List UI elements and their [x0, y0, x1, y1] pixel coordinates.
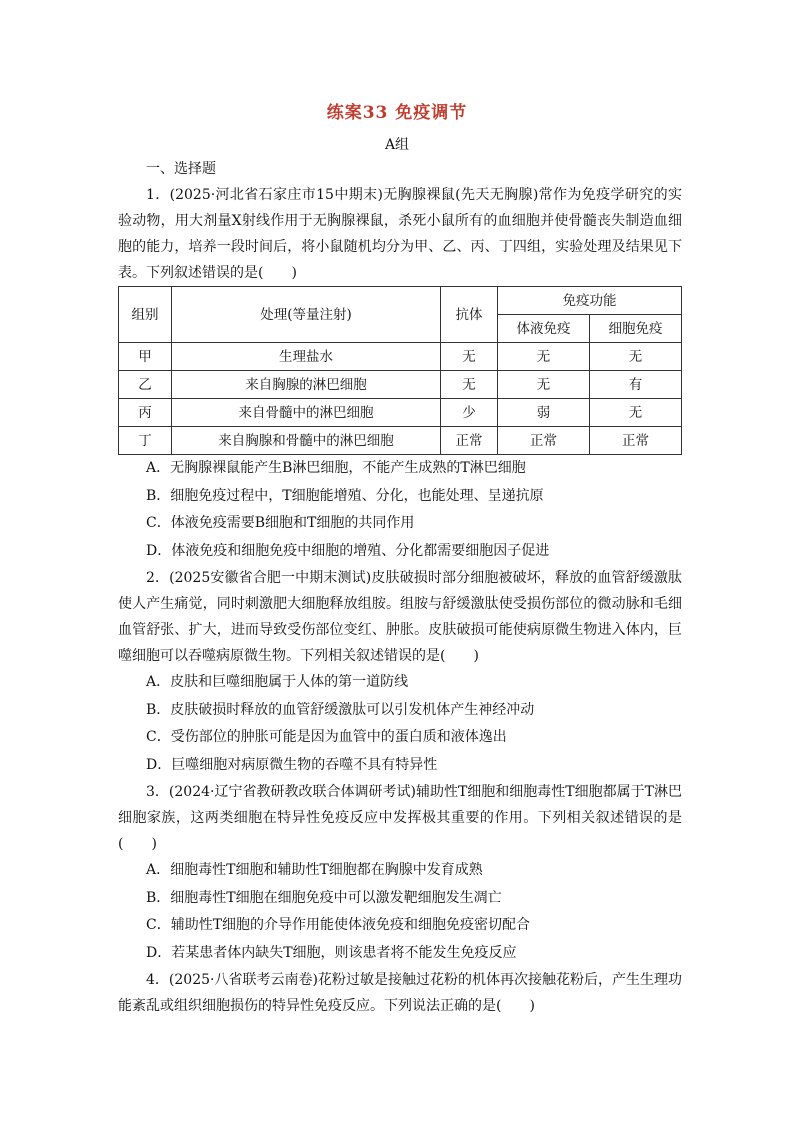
table-row — [119, 427, 682, 455]
table-row — [119, 343, 682, 371]
table-row — [119, 371, 682, 399]
table-cell: 来自胸腺的淋巴细胞 — [172, 371, 441, 399]
question-1-option-c: C．体液免疫需要B细胞和T细胞的共同作用 — [146, 515, 415, 531]
question-3-option-a: A．细胞毒性T细胞和辅助性T细胞都在胸腺中发育成熟 — [146, 862, 483, 878]
section-heading: 一、选择题 — [146, 161, 216, 177]
table-cell: 正常 — [590, 427, 682, 455]
table-cell: 无 — [590, 399, 682, 427]
page-title: 练案33 免疫调节 — [326, 103, 468, 123]
table-header-treatment: 处理(等量注射) — [172, 287, 441, 343]
table-cell: 无 — [441, 371, 498, 399]
question-3-option-b: B．细胞毒性T细胞在细胞免疫中可以激发靶细胞发生凋亡 — [146, 889, 502, 906]
table-cell: 来自骨髓中的淋巴细胞 — [172, 399, 441, 427]
table-cell: 正常 — [498, 427, 590, 455]
table-header-humoral: 体液免疫 — [498, 315, 590, 343]
question-2-option-c: C．受伤部位的肿胀可能是因为血管中的蛋白质和液体逸出 — [146, 729, 507, 745]
question-2-option-a: A．皮肤和巨噬细胞属于人体的第一道防线 — [146, 674, 409, 690]
table-cell: 丁 — [119, 427, 172, 455]
table-cell: 无 — [498, 371, 590, 399]
table-cell: 来自胸腺和骨髓中的淋巴细胞 — [172, 427, 441, 455]
table-cell: 有 — [590, 371, 682, 399]
table-cell: 正常 — [441, 427, 498, 455]
question-2-option-d: D．巨噬细胞对病原微生物的吞噬不具有特异性 — [146, 756, 438, 773]
table-cell: 乙 — [119, 371, 172, 399]
table-header-antibody: 抗体 — [441, 287, 498, 343]
question-1-option-d: D．体液免疫和细胞免疫中细胞的增殖、分化都需要细胞因子促进 — [146, 542, 550, 559]
table-header-group: 组别 — [119, 287, 172, 343]
question-3-stem: 3．(2024·辽宁省教研教改联合体调研考试)辅助性T细胞和细胞毒性T细胞都属于T淋巴细胞家族，这两类细胞在特异性免疫反应中发挥极其重要的作用。下列相关叙述错误的是( ) — [118, 784, 682, 852]
table-row — [119, 399, 682, 427]
table-cell: 生理盐水 — [172, 343, 441, 371]
table-cell: 少 — [441, 399, 498, 427]
table-header-cellular: 细胞免疫 — [590, 315, 682, 343]
question-3-option-c: C．辅助性T细胞的介导作用能使体液免疫和细胞免疫密切配合 — [146, 917, 531, 933]
question-3-option-d: D．若某患者体内缺失T细胞，则该患者将不能发生免疫反应 — [146, 944, 517, 961]
table-cell: 弱 — [498, 399, 590, 427]
table-cell: 无 — [498, 343, 590, 371]
question-1-option-a: A．无胸腺裸鼠能产生B淋巴细胞，不能产生成熟的T淋巴细胞 — [146, 460, 526, 476]
question-1-stem: 1．(2025·河北省石家庄市15中期末)无胸腺裸鼠(先天无胸腺)常作为免疫学研究的实验动物，用大剂量X射线作用于无胸腺裸鼠，杀死小鼠所有的血细胞并使骨髓丧失制造血细胞的能力，培养一段时间后，将小鼠随机均分为甲、乙、丙、丁四组，实验处理及结果见下表。下列叙述错误的是( ) — [118, 187, 682, 281]
table-cell: 丙 — [119, 399, 172, 427]
table-cell: 甲 — [119, 343, 172, 371]
question-2-option-b: B．皮肤破损时释放的血管舒缓激肽可以引发机体产生神经冲动 — [146, 701, 535, 718]
question-1-option-b: B．细胞免疫过程中，T细胞能增殖、分化，也能处理、呈递抗原 — [146, 487, 544, 504]
table-cell: 无 — [590, 343, 682, 371]
question-4-stem: 4．(2025·八省联考云南卷)花粉过敏是接触过花粉的机体再次接触花粉后，产生生理功能紊乱或组织细胞损伤的特异性免疫反应。下列说法正确的是( ) — [118, 972, 682, 1014]
question-section — [118, 156, 682, 1019]
table-header-immune: 免疫功能 — [498, 287, 682, 315]
experiment-table — [118, 286, 682, 455]
question-2-stem: 2．(2025安徽省合肥一中期末测试)皮肤破损时部分细胞被破坏，释放的血管舒缓激肽使人产生痛觉，同时刺激肥大细胞释放组胺。组胺与舒缓激肽使受损伤部位的微动脉和毛细血管舒张、扩大，进而导致受伤部位变红、肿胀。皮肤破损可能使病原微生物进入体内，巨噬细胞可以吞噬病原微生物。下列相关叙述错误的是( ) — [118, 570, 682, 664]
table-cell: 无 — [441, 343, 498, 371]
group-label: A组 — [384, 137, 410, 153]
